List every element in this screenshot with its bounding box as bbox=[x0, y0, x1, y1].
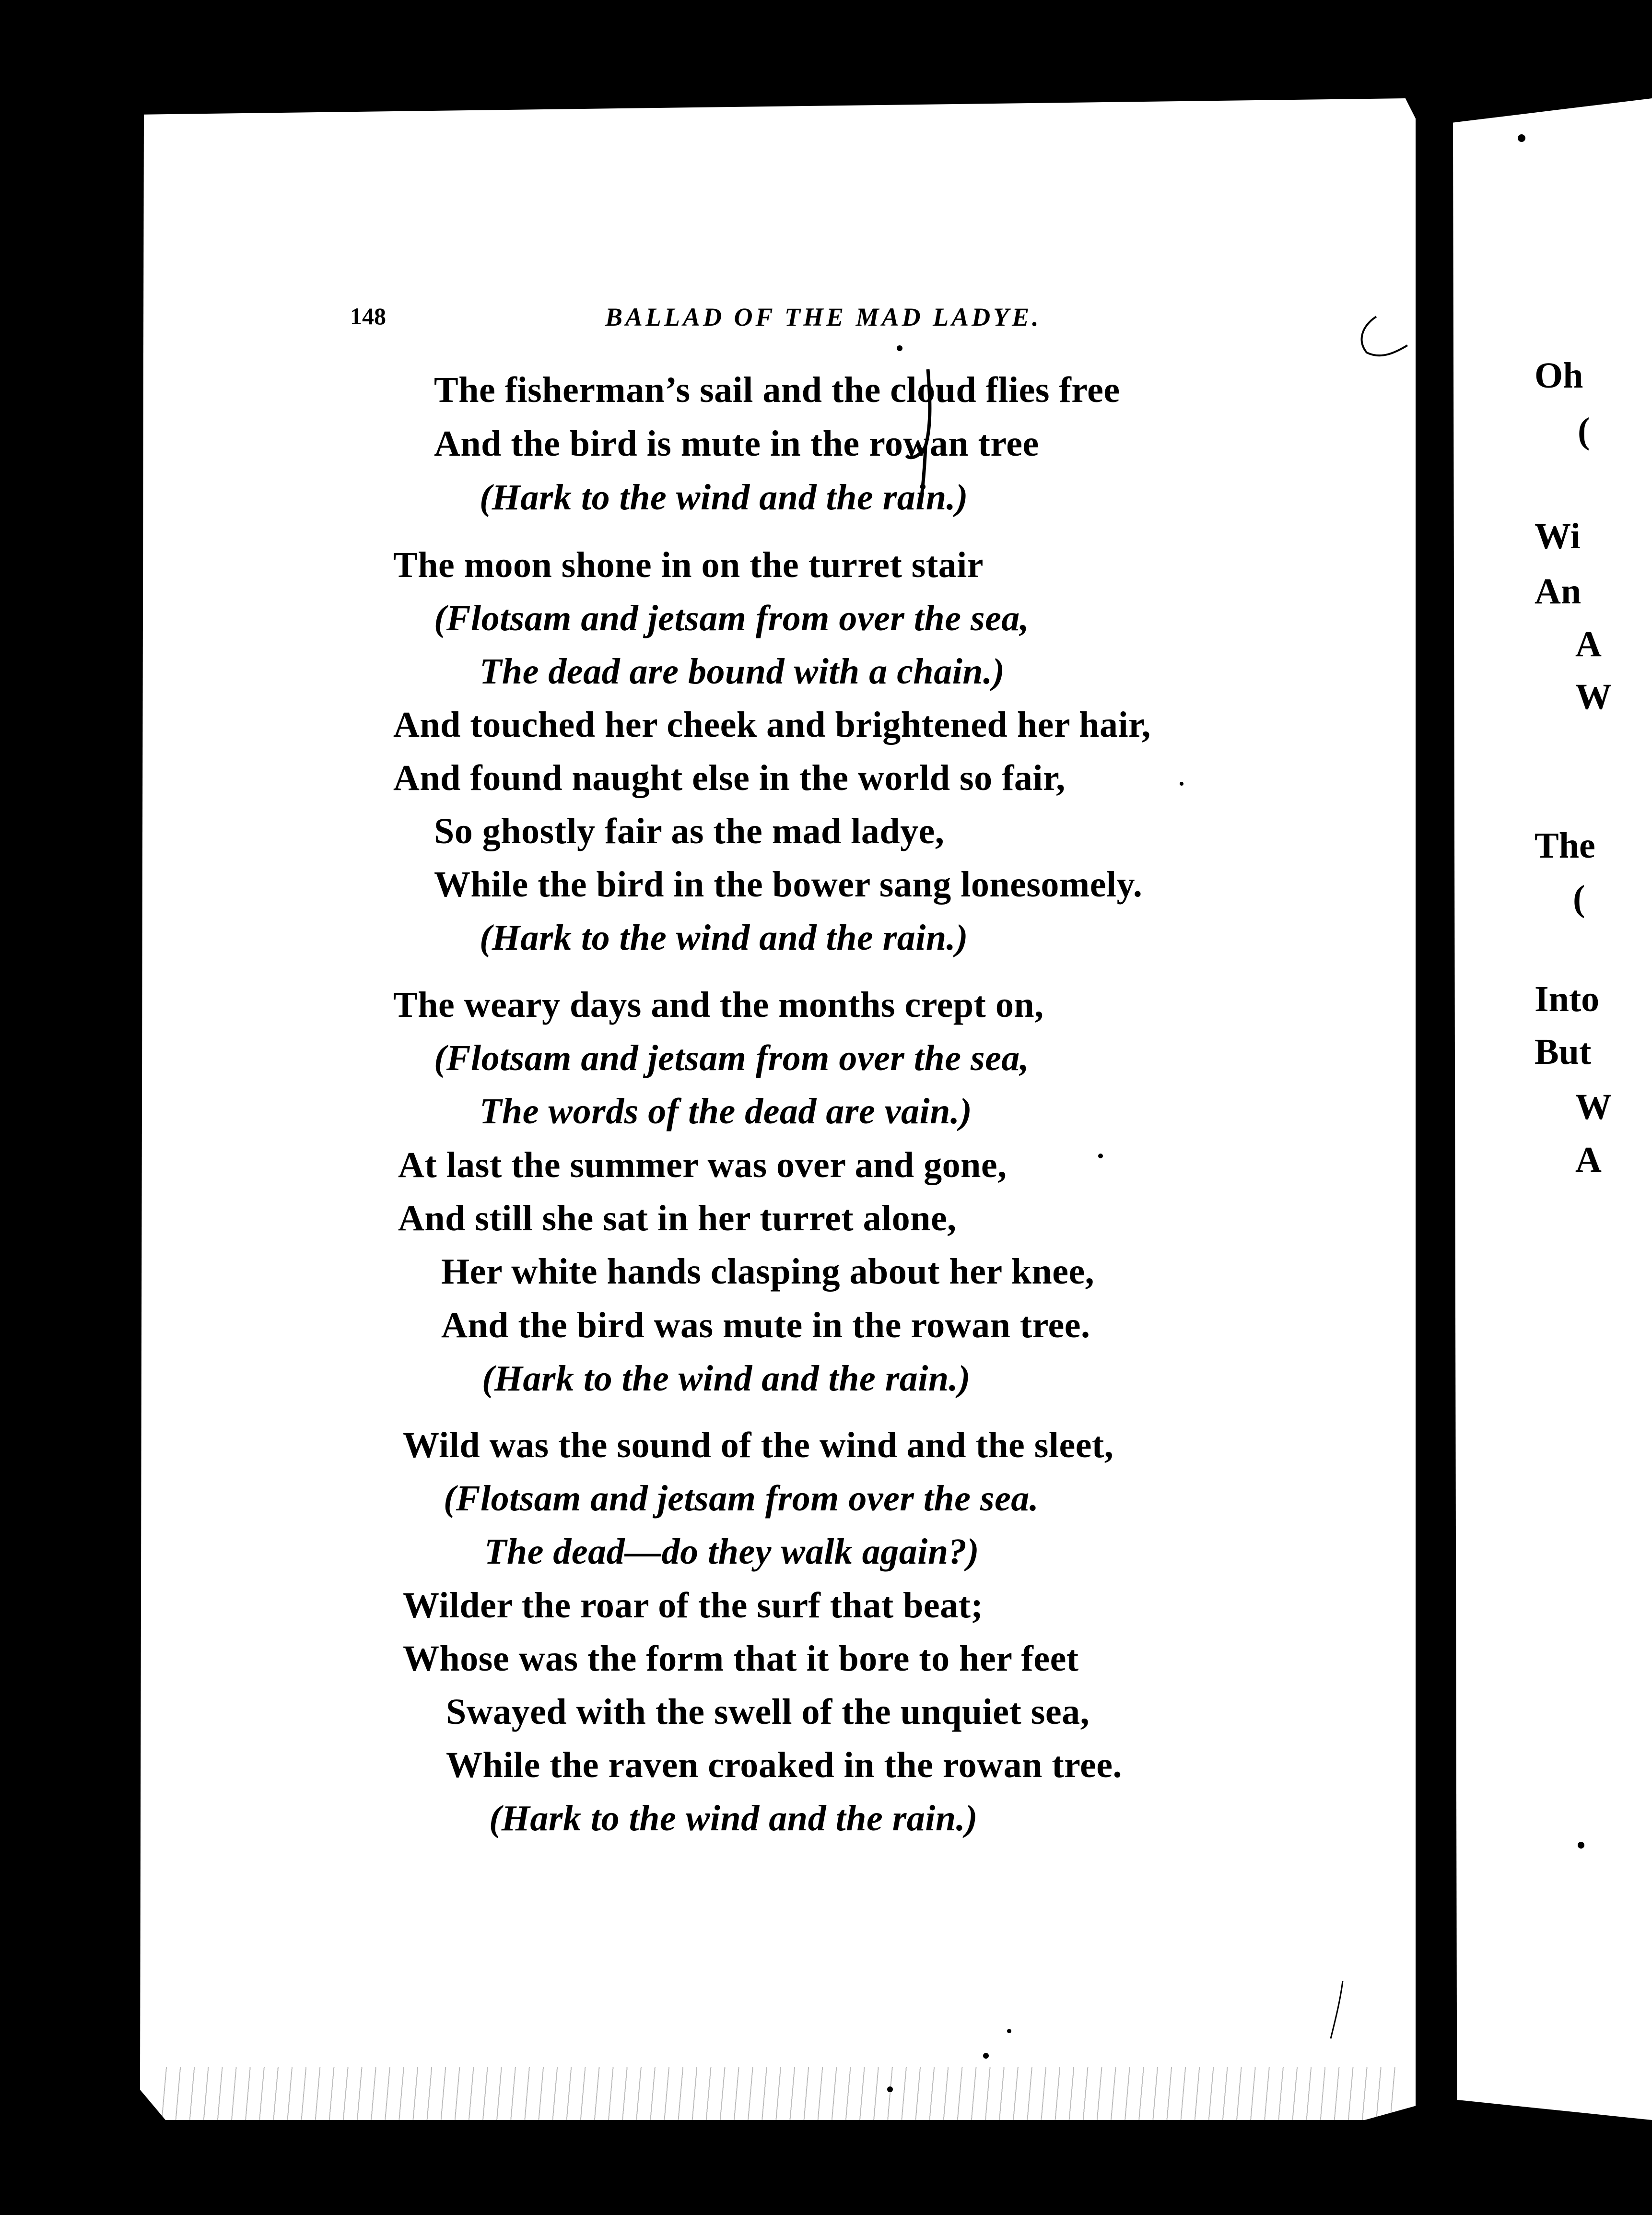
speck bbox=[1180, 782, 1183, 786]
speck bbox=[1098, 1154, 1103, 1158]
verse-line: The moon shone in on the turret stair bbox=[393, 545, 984, 585]
adjacent-fragment: Into bbox=[1535, 979, 1600, 1019]
verse-line: At last the summer was over and gone, bbox=[398, 1145, 1007, 1185]
adjacent-fragment: Oh bbox=[1535, 355, 1583, 396]
verse-line: While the bird in the bower sang lonesomely. bbox=[434, 864, 1143, 905]
pen-mark bbox=[1324, 1976, 1352, 2043]
verse-line: Her white hands clasping about her knee, bbox=[441, 1251, 1095, 1292]
adjacent-fragment: But bbox=[1535, 1032, 1592, 1072]
adjacent-fragment: ( bbox=[1573, 878, 1585, 919]
verse-line: The words of the dead are vain.) bbox=[480, 1091, 972, 1131]
verse-line: (Flotsam and jetsam from over the sea, bbox=[434, 598, 1030, 638]
speck bbox=[1578, 1842, 1584, 1849]
verse-line: And still she sat in her turret alone, bbox=[398, 1198, 957, 1238]
verse-line: Wilder the roar of the surf that beat; bbox=[403, 1585, 984, 1626]
adjacent-fragment: ( bbox=[1578, 411, 1590, 451]
verse-line: Wild was the sound of the wind and the sleet, bbox=[403, 1425, 1114, 1465]
adjacent-fragment: W bbox=[1575, 1087, 1612, 1127]
adjacent-fragment: A bbox=[1575, 1140, 1602, 1180]
pen-mark bbox=[902, 360, 954, 508]
speck bbox=[897, 345, 902, 351]
verse-line: So ghostly fair as the mad ladye, bbox=[434, 811, 945, 851]
adjacent-page bbox=[1453, 98, 1652, 2120]
verse-line: (Hark to the wind and the rain.) bbox=[480, 477, 968, 518]
verse-line: (Hark to the wind and the rain.) bbox=[489, 1798, 978, 1838]
verse-line: While the raven croaked in the rowan tree. bbox=[446, 1745, 1122, 1785]
verse-line: The weary days and the months crept on, bbox=[393, 985, 1044, 1025]
verse-line: The fisherman’s sail and the cloud flies free bbox=[434, 370, 1120, 410]
verse-line: The dead are bound with a chain.) bbox=[480, 651, 1005, 692]
page-header bbox=[350, 302, 1280, 345]
verse-line: And the bird was mute in the rowan tree. bbox=[441, 1305, 1090, 1345]
verse-line: (Hark to the wind and the rain.) bbox=[482, 1358, 971, 1399]
verse-line: (Flotsam and jetsam from over the sea. bbox=[444, 1478, 1039, 1519]
adjacent-fragment: A bbox=[1575, 624, 1602, 664]
speck bbox=[887, 2086, 893, 2092]
scan-noise bbox=[159, 2067, 1396, 2120]
verse-line: And touched her cheek and brightened her hair, bbox=[393, 705, 1151, 745]
page-number: 148 bbox=[350, 303, 386, 330]
speck bbox=[983, 2053, 989, 2059]
adjacent-fragment: W bbox=[1575, 677, 1612, 717]
adjacent-fragment: An bbox=[1535, 571, 1582, 612]
verse-line: And the bird is mute in the rowan tree bbox=[434, 424, 1039, 464]
verse-line: The dead—do they walk again?) bbox=[484, 1532, 980, 1572]
running-head: BALLAD OF THE MAD LADYE. bbox=[605, 303, 1042, 331]
verse-line: And found naught else in the world so fair, bbox=[393, 758, 1066, 798]
speck bbox=[1518, 134, 1525, 142]
adjacent-fragment: The bbox=[1535, 825, 1595, 866]
verse-line: Whose was the form that it bore to her feet bbox=[403, 1638, 1079, 1679]
verse-line: (Hark to the wind and the rain.) bbox=[480, 918, 968, 958]
verse-line: Swayed with the swell of the unquiet sea, bbox=[446, 1692, 1090, 1732]
pen-mark bbox=[1347, 307, 1415, 365]
adjacent-fragment: Wi bbox=[1535, 516, 1581, 556]
speck bbox=[1007, 2029, 1011, 2033]
verse-line: (Flotsam and jetsam from over the sea, bbox=[434, 1038, 1030, 1078]
